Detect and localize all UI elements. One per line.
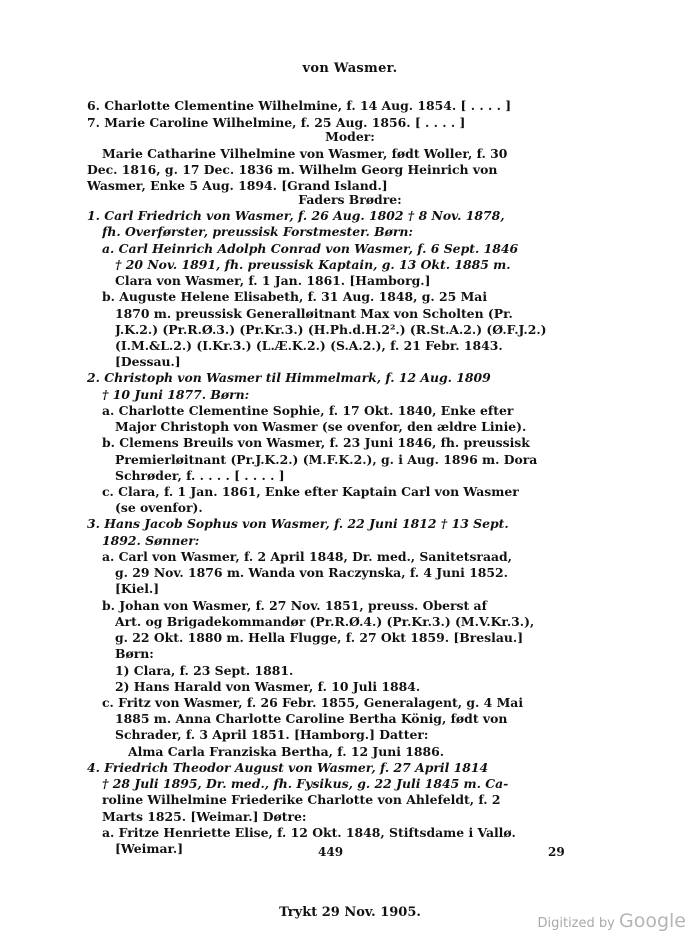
text-line: [Dessau.] [115,354,181,369]
text-line: roline Wilhelmine Friederike Charlotte von Ahlefeldt, f. 2 [102,792,501,807]
text-line: 4. Friedrich Theodor August von Wasmer, f. 27 April 1814 [87,760,489,775]
text-line: fh. Overførster, preussisk Forstmester. Børn: [102,224,413,239]
text-line: c. Fritz von Wasmer, f. 26 Febr. 1855, Generalagent, g. 4 Mai [102,695,524,710]
text-line: 1885 m. Anna Charlotte Caroline Bertha König, født von [115,711,508,726]
printer-signature: 449 [318,845,344,859]
text-line: Marie Catharine Vilhelmine von Wasmer, født Woller, f. 30 [102,146,508,161]
text-line: 3. Hans Jacob Sophus von Wasmer, f. 22 Juni 1812 † 13 Sept. [87,516,509,531]
text-line: b. Auguste Helene Elisabeth, f. 31 Aug. 1848, g. 25 Mai [102,289,488,304]
text-line: Alma Carla Franziska Bertha, f. 12 Juni 1886. [128,744,445,759]
text-line: † 28 Juli 1895, Dr. med., fh. Fysikus, g. 22 Juli 1845 m. Ca- [102,776,509,791]
watermark-prefix: Digitized by [537,916,615,931]
text-line: Schrader, f. 3 April 1851. [Hamborg.] Datter: [115,727,429,742]
text-line: (I.M.&L.2.) (I.Kr.3.) (L.Æ.K.2.) (S.A.2.), f. 21 Febr. 1843. [115,338,503,353]
text-line: 1) Clara, f. 23 Sept. 1881. [115,663,294,678]
text-line: 2. Christoph von Wasmer til Himmelmark, f. 12 Aug. 1809 [87,370,491,385]
text-line: J.K.2.) (Pr.R.Ø.3.) (Pr.Kr.3.) (H.Ph.d.H.2².) (R.St.A.2.) (Ø.F.J.2.) [115,322,547,337]
text-line: a. Carl von Wasmer, f. 2 April 1848, Dr. med., Sanitetsraad, [102,549,512,564]
section-heading: Faders Brødre: [298,192,402,207]
text-line: (se ovenfor). [115,500,203,515]
text-line: Schrøder, f. . . . . [ . . . . ] [115,468,285,483]
text-line: g. 29 Nov. 1876 m. Wanda von Raczynska, f. 4 Juni 1852. [115,565,508,580]
text-line: 1870 m. preussisk Generalløitnant Max von Scholten (Pr. [115,306,513,321]
page-number: 29 [548,845,565,859]
text-line: [Kiel.] [115,581,160,596]
watermark-brand: Google [618,910,686,932]
digitization-watermark [537,910,686,932]
text-line: b. Johan von Wasmer, f. 27 Nov. 1851, preuss. Oberst af [102,598,487,613]
text-line: [Weimar.] [115,841,184,856]
text-line: Wasmer, Enke 5 Aug. 1894. [Grand Island.] [87,178,388,193]
text-line: Premierløitnant (Pr.J.K.2.) (M.F.K.2.), g. i Aug. 1896 m. Dora [115,452,538,467]
section-heading: Moder: [325,129,375,144]
text-line: a. Carl Heinrich Adolph Conrad von Wasmer, f. 6 Sept. 1846 [102,241,519,256]
text-line: † 20 Nov. 1891, fh. preussisk Kaptain, g. 13 Okt. 1885 m. [115,257,511,272]
text-line: † 10 Juni 1877. Børn: [102,387,250,402]
text-line: a. Charlotte Clementine Sophie, f. 17 Okt. 1840, Enke efter [102,403,514,418]
text-line: Børn: [115,646,154,661]
text-line: b. Clemens Breuils von Wasmer, f. 23 Juni 1846, fh. preussisk [102,435,530,450]
text-line: 2) Hans Harald von Wasmer, f. 10 Juli 1884. [115,679,421,694]
running-head: von Wasmer. [302,61,398,76]
text-line: 1892. Sønner: [102,533,200,548]
printed-date: Trykt 29 Nov. 1905. [279,905,421,920]
text-line: Art. og Brigadekommandør (Pr.R.Ø.4.) (Pr.Kr.3.) (M.V.Kr.3.), [115,614,535,629]
text-line: Marts 1825. [Weimar.] Døtre: [102,809,307,824]
text-line: g. 22 Okt. 1880 m. Hella Flugge, f. 27 Okt 1859. [Breslau.] [115,630,524,645]
text-line: Major Christoph von Wasmer (se ovenfor, den ældre Linie). [115,419,527,434]
text-line: Clara von Wasmer, f. 1 Jan. 1861. [Hamborg.] [115,273,431,288]
text-line: 1. Carl Friedrich von Wasmer, f. 26 Aug. 1802 † 8 Nov. 1878, [87,208,505,223]
text-line: 7. Marie Caroline Wilhelmine, f. 25 Aug. 1856. [ . . . . ] [87,115,466,130]
text-line: 6. Charlotte Clementine Wilhelmine, f. 14 Aug. 1854. [ . . . . ] [87,98,512,113]
text-line: c. Clara, f. 1 Jan. 1861, Enke efter Kaptain Carl von Wasmer [102,484,519,499]
text-line: Dec. 1816, g. 17 Dec. 1836 m. Wilhelm Georg Heinrich von [87,162,498,177]
text-line: a. Fritze Henriette Elise, f. 12 Okt. 1848, Stiftsdame i Vallø. [102,825,516,840]
